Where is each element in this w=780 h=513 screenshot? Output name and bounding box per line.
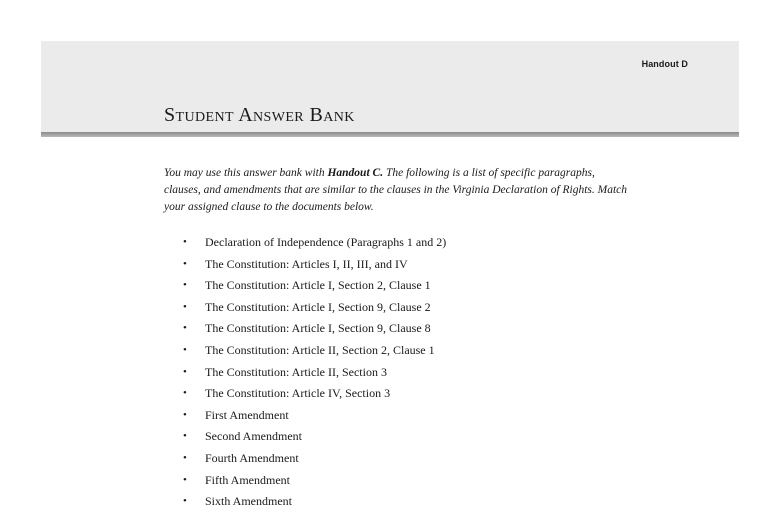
bullet-icon: • (183, 387, 187, 400)
header-band (41, 41, 739, 132)
list-item (180, 254, 446, 276)
bullet-icon: • (183, 300, 187, 313)
intro-text-end: The following is a list of specific paragraphs, clauses, and amendments that are similar to the clauses in the Virginia Declaration of Rights. Match your assigned clause to the documents below. (164, 167, 628, 213)
header-divider (41, 132, 739, 137)
list-item (180, 448, 446, 470)
bullet-icon: • (183, 279, 187, 292)
list-item (180, 426, 446, 448)
list-item-text: Second Amendment (205, 429, 302, 444)
list-item (180, 491, 446, 513)
list-item (180, 405, 446, 427)
bullet-icon: • (183, 322, 187, 335)
list-item-text: The Constitution: Article II, Section 3 (205, 364, 387, 379)
bullet-icon: • (183, 343, 187, 356)
bullet-icon: • (183, 451, 187, 464)
bullet-icon: • (183, 473, 187, 486)
list-item-text: Fifth Amendment (205, 472, 290, 487)
list-item-text: First Amendment (205, 407, 289, 422)
list-item (180, 340, 446, 362)
list-item-text: The Constitution: Article I, Section 2, Clause 1 (205, 278, 431, 293)
list-item (180, 318, 446, 340)
list-item-text: Declaration of Independence (Paragraphs 1 and 2) (205, 235, 447, 249)
list-item-text: The Constitution: Article II, Section 2, Clause 1 (205, 342, 435, 357)
list-item-text: The Constitution: Articles I, II, III, and IV (205, 256, 408, 271)
list-item (180, 275, 446, 297)
bullet-icon: • (183, 408, 187, 421)
bullet-icon: • (183, 257, 187, 270)
list-item (180, 470, 446, 492)
bullet-icon: • (183, 430, 187, 443)
list-item (180, 362, 446, 384)
intro-text-start: You may use this answer bank with (164, 167, 328, 179)
list-item-text: Fourth Amendment (205, 450, 299, 465)
bullet-icon: • (183, 236, 187, 248)
list-item (180, 297, 446, 319)
list-item-text: The Constitution: Article I, Section 9, Clause 8 (205, 321, 431, 336)
list-item-text: Sixth Amendment (205, 494, 292, 509)
list-item (180, 383, 446, 405)
intro-handout-reference: Handout C. (327, 167, 384, 179)
page-title: Student Answer Bank (164, 104, 355, 126)
list-item-text: The Constitution: Article IV, Section 3 (205, 386, 391, 401)
bullet-icon: • (183, 495, 187, 508)
list-item-text: The Constitution: Article I, Section 9, Clause 2 (205, 299, 431, 314)
list-item (180, 232, 446, 254)
intro-paragraph (164, 165, 634, 216)
answer-bank-list (180, 232, 446, 513)
handout-label: Handout D (641, 59, 688, 69)
bullet-icon: • (183, 365, 187, 378)
